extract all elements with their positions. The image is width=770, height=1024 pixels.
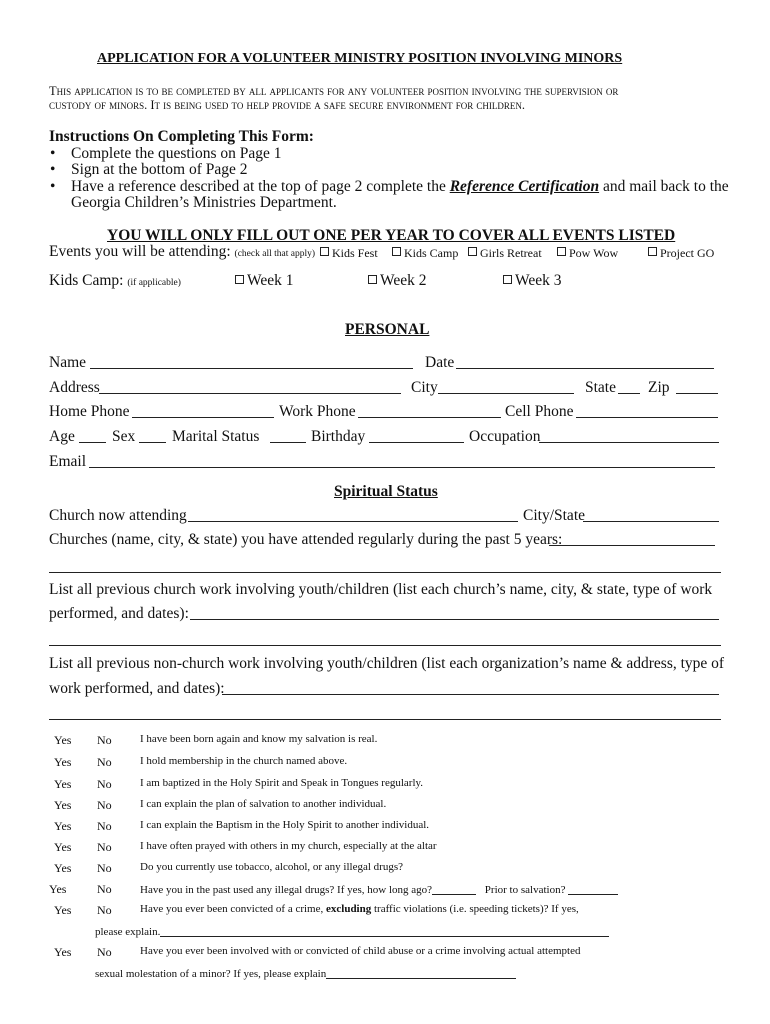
email-label: Email xyxy=(49,453,87,470)
age-field[interactable] xyxy=(79,442,106,443)
checkbox-icon[interactable] xyxy=(392,247,401,256)
question-10-explain-field[interactable] xyxy=(326,966,516,979)
events-label xyxy=(49,243,315,261)
yes-option-q8[interactable]: Yes xyxy=(49,882,67,896)
yes-option-q9[interactable]: Yes xyxy=(54,903,72,917)
intro-text-line-1: This application is to be completed by all applicants for any volunteer position involving the supervision or xyxy=(49,84,619,98)
kids-camp-label xyxy=(49,272,181,290)
week-label: Week 1 xyxy=(247,272,294,289)
yes-option-q5[interactable]: Yes xyxy=(54,819,72,833)
week-3-option[interactable] xyxy=(503,272,562,290)
question-6: I have often prayed with others in my church, especially at the altar xyxy=(140,840,437,852)
event-option-pow-wow[interactable] xyxy=(557,246,618,261)
week-1-option[interactable] xyxy=(235,272,294,290)
question-10: Have you ever been involved with or convicted of child abuse or a crime involving actual attempted xyxy=(140,945,581,957)
home-phone-field[interactable] xyxy=(132,417,274,418)
checkbox-icon[interactable] xyxy=(235,275,244,284)
question-8 xyxy=(140,882,618,896)
events-hint: (check all that apply) xyxy=(234,249,315,259)
event-option-label: Kids Fest xyxy=(332,246,378,260)
no-option-q2[interactable]: No xyxy=(97,755,112,769)
nonchurch-work-field[interactable] xyxy=(222,694,719,695)
kids-camp-label-text: Kids Camp: xyxy=(49,272,124,289)
church-work-field[interactable] xyxy=(190,619,719,620)
instruction-item-2: • Sign at the bottom of Page 2 xyxy=(71,161,248,179)
checkbox-icon[interactable] xyxy=(468,247,477,256)
instruction-item-3-line-2: Georgia Children’s Ministries Department. xyxy=(71,194,337,211)
cell-phone-field[interactable] xyxy=(576,417,718,418)
state-field[interactable] xyxy=(618,393,640,394)
checkbox-icon[interactable] xyxy=(368,275,377,284)
question-1: I have been born again and know my salvation is real. xyxy=(140,733,378,745)
no-option-q1[interactable]: No xyxy=(97,733,112,747)
name-label: Name xyxy=(49,354,87,371)
yes-option-q1[interactable]: Yes xyxy=(54,733,72,747)
event-option-label: Girls Retreat xyxy=(480,246,542,260)
date-label: Date xyxy=(425,354,455,371)
event-option-kids-camp[interactable] xyxy=(392,246,458,261)
question-10-explain-text: sexual molestation of a minor? If yes, please explain xyxy=(95,968,327,980)
state-label: State xyxy=(585,379,616,396)
marital-status-field[interactable] xyxy=(270,442,306,443)
cell-phone-label: Cell Phone xyxy=(505,403,574,420)
churches-attended-field[interactable] xyxy=(549,545,715,546)
city-label: City xyxy=(411,379,438,396)
annual-notice: YOU WILL ONLY FILL OUT ONE PER YEAR TO COVER ALL EVENTS LISTED xyxy=(107,227,676,244)
week-label: Week 3 xyxy=(515,272,562,289)
yes-option-q10[interactable]: Yes xyxy=(54,945,72,959)
no-option-q6[interactable]: No xyxy=(97,840,112,854)
churches-attended-field-line-2[interactable] xyxy=(49,572,721,573)
church-work-label: List all previous church work involving youth/children (list each church’s name, city, & state, type of work xyxy=(49,581,713,598)
church-city-state-label: City/State xyxy=(523,507,585,524)
question-10-line-2 xyxy=(95,966,516,980)
checkbox-icon[interactable] xyxy=(503,275,512,284)
churches-attended-label: Churches (name, city, & state) you have attended regularly during the past 5 years: xyxy=(49,531,563,548)
question-8-prior-text: Prior to salvation? xyxy=(484,884,566,896)
work-phone-label: Work Phone xyxy=(279,403,356,420)
events-label-text: Events you will be attending: xyxy=(49,243,231,260)
event-option-label: Kids Camp xyxy=(404,246,459,260)
church-work-field-line-2[interactable] xyxy=(49,645,721,646)
no-option-q4[interactable]: No xyxy=(97,798,112,812)
question-9-line-2 xyxy=(95,924,609,938)
question-2: I hold membership in the church named above. xyxy=(140,755,348,767)
no-option-q9[interactable]: No xyxy=(97,903,112,917)
name-field[interactable] xyxy=(90,368,413,369)
event-option-project-go[interactable] xyxy=(648,246,714,261)
event-option-label: Project GO xyxy=(660,246,715,260)
checkbox-icon[interactable] xyxy=(648,247,657,256)
home-phone-label: Home Phone xyxy=(49,403,130,420)
event-option-kids-fest[interactable] xyxy=(320,246,378,261)
church-work-label-line-2: performed, and dates): xyxy=(49,605,189,622)
question-5: I can explain the Baptism in the Holy Spirit to another individual. xyxy=(140,819,430,831)
instruction-item-1: • Complete the questions on Page 1 xyxy=(71,145,282,163)
checkbox-icon[interactable] xyxy=(557,247,566,256)
yes-option-q7[interactable]: Yes xyxy=(54,861,72,875)
yes-option-q2[interactable]: Yes xyxy=(54,755,72,769)
yes-option-q6[interactable]: Yes xyxy=(54,840,72,854)
kids-camp-hint: (if applicable) xyxy=(127,278,181,288)
reference-certification-link: Reference Certification xyxy=(449,178,600,195)
nonchurch-work-field-line-2[interactable] xyxy=(49,719,721,720)
instruction-item-3-text: Have a reference described at the top of page 2 complete the xyxy=(71,178,446,195)
question-9-explain-field[interactable] xyxy=(160,924,609,937)
question-3: I am baptized in the Holy Spirit and Speak in Tongues regularly. xyxy=(140,777,424,789)
address-label: Address xyxy=(49,379,100,396)
email-field[interactable] xyxy=(89,467,715,468)
nonchurch-work-label: List all previous non-church work involving youth/children (list each organization’s name & address, type of xyxy=(49,655,725,672)
date-field[interactable] xyxy=(456,368,714,369)
occupation-label: Occupation xyxy=(469,428,541,445)
city-field[interactable] xyxy=(438,393,574,394)
event-option-label: Pow Wow xyxy=(569,246,619,260)
yes-option-q3[interactable]: Yes xyxy=(54,777,72,791)
no-option-q3[interactable]: No xyxy=(97,777,112,791)
nonchurch-work-label-line-2: work performed, and dates): xyxy=(49,680,225,697)
church-now-label: Church now attending xyxy=(49,507,187,524)
sex-label: Sex xyxy=(112,428,136,445)
question-9-explain-text: please explain. xyxy=(95,926,161,938)
form-title: APPLICATION FOR A VOLUNTEER MINISTRY POSITION INVOLVING MINORS xyxy=(97,51,623,66)
church-now-field[interactable] xyxy=(188,521,518,522)
question-7: Do you currently use tobacco, alcohol, or any illegal drugs? xyxy=(140,861,404,873)
birthday-label: Birthday xyxy=(311,428,366,445)
instruction-item-3-text-end: and mail back to the xyxy=(599,178,729,195)
address-field[interactable] xyxy=(99,393,401,394)
prior-to-salvation-field[interactable] xyxy=(568,882,618,895)
zip-field[interactable] xyxy=(676,393,718,394)
no-option-q10[interactable]: No xyxy=(97,945,112,959)
birthday-field[interactable] xyxy=(369,442,464,443)
event-option-girls-retreat[interactable] xyxy=(468,246,542,261)
question-9-text-end: traffic violations (i.e. speeding tickets)? If yes, xyxy=(373,903,579,915)
no-option-q5[interactable]: No xyxy=(97,819,112,833)
church-city-state-field[interactable] xyxy=(583,521,719,522)
question-9-text: Have you ever been convicted of a crime, xyxy=(140,903,324,915)
work-phone-field[interactable] xyxy=(358,417,501,418)
question-4: I can explain the plan of salvation to another individual. xyxy=(140,798,387,810)
instructions-heading: Instructions On Completing This Form: xyxy=(49,128,314,145)
week-label: Week 2 xyxy=(380,272,427,289)
zip-label: Zip xyxy=(648,379,670,396)
intro-text-line-2: custody of minors. It is being used to help provide a safe secure environment for children. xyxy=(49,98,525,112)
yes-option-q4[interactable]: Yes xyxy=(54,798,72,812)
question-8-text: Have you in the past used any illegal drugs? If yes, how long ago? xyxy=(140,884,433,896)
personal-heading: PERSONAL xyxy=(345,321,430,338)
question-9 xyxy=(140,903,579,915)
week-2-option[interactable] xyxy=(368,272,427,290)
question-9-excluding: excluding xyxy=(326,903,372,915)
no-option-q8[interactable]: No xyxy=(97,882,112,896)
occupation-field[interactable] xyxy=(539,442,719,443)
age-label: Age xyxy=(49,428,75,445)
how-long-ago-field[interactable] xyxy=(432,882,476,895)
sex-field[interactable] xyxy=(139,442,166,443)
checkbox-icon[interactable] xyxy=(320,247,329,256)
marital-status-label: Marital Status xyxy=(172,428,260,445)
spiritual-status-heading: Spiritual Status xyxy=(334,483,438,500)
no-option-q7[interactable]: No xyxy=(97,861,112,875)
